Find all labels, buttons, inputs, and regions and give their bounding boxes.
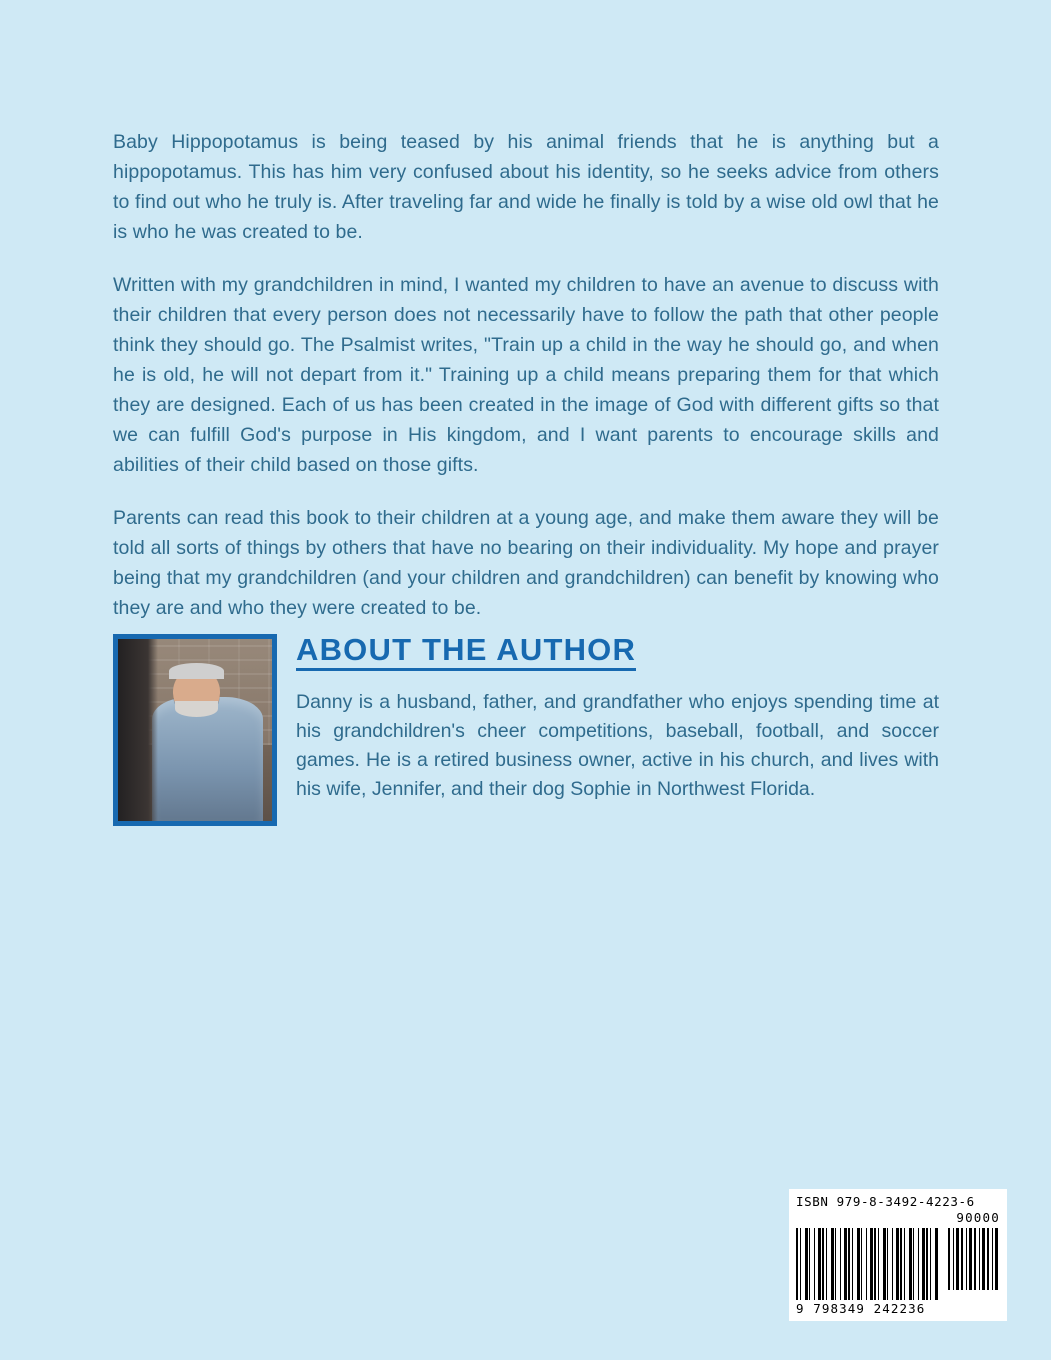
about-the-author-section: [113, 634, 939, 804]
author-photo-hair: [169, 663, 224, 679]
author-photo-background: [118, 639, 272, 821]
barcode-main-bars: [796, 1228, 939, 1300]
author-text-column: [296, 634, 939, 804]
isbn-barcode: [789, 1189, 1007, 1321]
author-biography: Danny is a husband, father, and grandfather who enjoys spending time at his grandchildren's cheer competitions, baseball, football, and soccer games. He is a retired business owner, active in his church, and lives with his wife, Jennifer, and their dog Sophie in Northwest Florida.: [296, 691, 939, 800]
book-description: [113, 127, 939, 623]
about-the-author-heading: ABOUT THE AUTHOR: [296, 634, 636, 671]
barcode-bars: [796, 1228, 1000, 1300]
blurb-paragraph-3: Parents can read this book to their children at a young age, and make them aware they will be told all sorts of things by others that have no bearing on their individuality. My hope and prayer being that my grandchildren (and your children and grandchildren) can benefit by knowing who they are and who they were created to be.: [113, 507, 939, 619]
barcode-ean-digits: 9 798349 242236: [796, 1301, 926, 1316]
author-photo: [113, 634, 277, 826]
blurb-paragraph-2: Written with my grandchildren in mind, I wanted my children to have an avenue to discuss with their children that every person does not necessarily have to follow the path that other people think they should go. The Psalmist writes, "Train up a child in the way he should go, and when he is old, he will not depart from it." Training up a child means preparing them for that which they are designed. Each of us has been created in the image of God with different gifts so that we can fulfill God's purpose in His kingdom, and I want parents to encourage skills and abilities of their child based on those gifts.: [113, 274, 939, 476]
isbn-price-code: 90000: [956, 1210, 1000, 1225]
isbn-label: ISBN 979-8-3492-4223-6: [796, 1194, 975, 1209]
barcode-addon-bars: [948, 1228, 1000, 1290]
blurb-paragraph-1: Baby Hippopotamus is being teased by his animal friends that he is anything but a hippopotamus. This has him very confused about his identity, so he seeks advice from others to find out who he truly is. After traveling far and wide he finally is told by a wise old owl that he is who he was created to be.: [113, 131, 939, 243]
